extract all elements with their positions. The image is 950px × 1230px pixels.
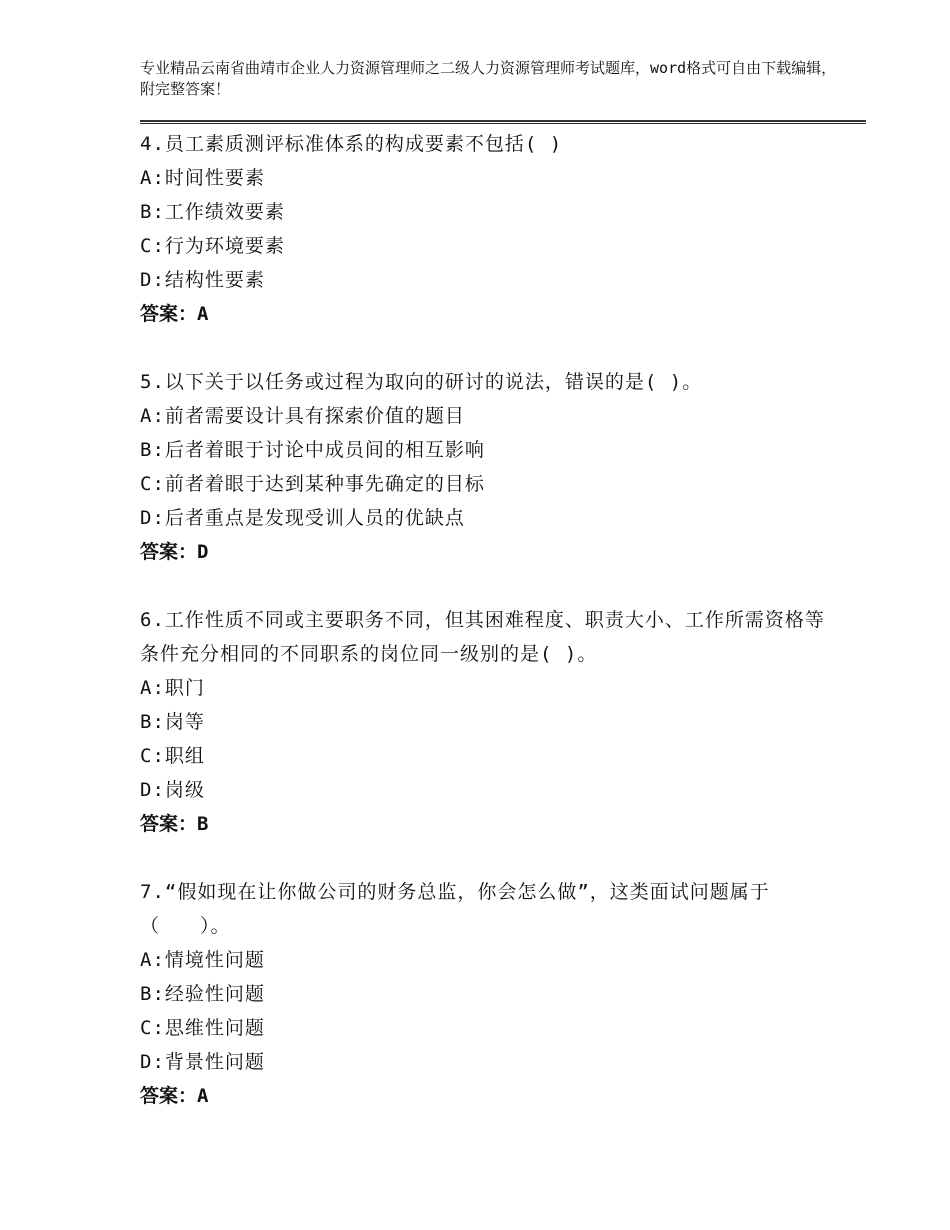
option-text: 结构性要素 [164, 269, 265, 291]
option-key: B: [140, 711, 165, 733]
option-key: D: [140, 269, 165, 291]
option-b [140, 977, 830, 1011]
option-text: 情境性问题 [164, 949, 265, 971]
option-a [140, 943, 830, 977]
option-key: A: [140, 677, 165, 699]
option-c [140, 1011, 830, 1045]
answer-value: A [197, 1085, 209, 1107]
question-7 [140, 875, 830, 1113]
option-text: 经验性问题 [164, 983, 265, 1005]
option-key: A: [140, 405, 165, 427]
question-6 [140, 603, 830, 841]
answer-value: B [197, 813, 209, 835]
answer-line [140, 1079, 830, 1113]
question-text: 4.员工素质测评标准体系的构成要素不包括( ) [140, 133, 563, 155]
option-text: 工作绩效要素 [164, 201, 285, 223]
option-text: 前者需要设计具有探索价值的题目 [164, 405, 465, 427]
option-c [140, 739, 830, 773]
option-key: C: [140, 473, 165, 495]
answer-label: 答案： [140, 1085, 198, 1107]
option-b [140, 705, 830, 739]
option-key: B: [140, 439, 165, 461]
option-d [140, 773, 830, 807]
answer-line [140, 297, 830, 331]
answer-value: A [197, 303, 209, 325]
answer-line [140, 807, 830, 841]
option-key: D: [140, 507, 165, 529]
option-key: C: [140, 235, 165, 257]
option-key: A: [140, 949, 165, 971]
option-text: 前者着眼于达到某种事先确定的目标 [164, 473, 485, 495]
option-key: D: [140, 779, 165, 801]
option-a [140, 671, 830, 705]
question-4 [140, 127, 830, 331]
option-c [140, 467, 830, 501]
question-text: 6.工作性质不同或主要职务不同，但其困难程度、职责大小、工作所需资格等条件充分相同的不同职系的岗位同一级别的是( )。 [140, 609, 825, 665]
answer-label: 答案： [140, 541, 198, 563]
question-list [140, 127, 830, 1147]
option-text: 职组 [164, 745, 205, 767]
option-key: A: [140, 167, 165, 189]
option-b [140, 433, 830, 467]
option-text: 后者着眼于讨论中成员间的相互影响 [164, 439, 485, 461]
option-d [140, 1045, 830, 1079]
option-d [140, 263, 830, 297]
option-text: 行为环境要素 [164, 235, 285, 257]
option-b [140, 195, 830, 229]
option-a [140, 399, 830, 433]
option-key: C: [140, 1017, 165, 1039]
option-key: D: [140, 1051, 165, 1073]
option-key: B: [140, 983, 165, 1005]
option-key: B: [140, 201, 165, 223]
option-text: 时间性要素 [164, 167, 265, 189]
question-text: 5.以下关于以任务或过程为取向的研讨的说法，错误的是( )。 [140, 371, 703, 393]
answer-value: D [197, 541, 209, 563]
answer-label: 答案： [140, 813, 198, 835]
option-text: 岗级 [164, 779, 205, 801]
option-key: C: [140, 745, 165, 767]
question-5 [140, 365, 830, 569]
option-d [140, 501, 830, 535]
option-text: 岗等 [164, 711, 205, 733]
option-text: 思维性问题 [164, 1017, 265, 1039]
question-text: 7.“假如现在让你做公司的财务总监，你会怎么做”，这类面试问题属于（ ）。 [140, 881, 770, 937]
answer-label: 答案： [140, 303, 198, 325]
option-text: 背景性问题 [164, 1051, 265, 1073]
header-divider [140, 120, 866, 124]
option-text: 后者重点是发现受训人员的优缺点 [164, 507, 465, 529]
document-header: 专业精品云南省曲靖市企业人力资源管理师之二级人力资源管理师考试题库，word格式可自由下载编辑，附完整答案！ [140, 59, 837, 98]
option-text: 职门 [164, 677, 205, 699]
option-a [140, 161, 830, 195]
answer-line [140, 535, 830, 569]
option-c [140, 229, 830, 263]
